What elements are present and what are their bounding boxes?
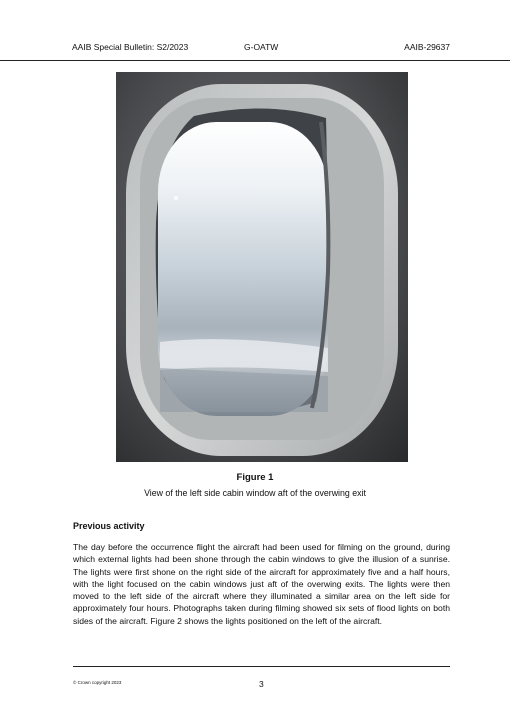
header-divider: [0, 60, 510, 61]
bulletin-title: AAIB Special Bulletin: S2/2023: [72, 42, 189, 52]
section-heading: Previous activity: [73, 521, 145, 531]
footer-divider: [73, 666, 450, 667]
figure-label: Figure 1: [236, 472, 274, 483]
page-header: [72, 42, 450, 54]
copyright-notice: © Crown copyright 2023: [73, 680, 122, 685]
figure-caption: View of the left side cabin window aft of the overwing exit: [144, 488, 366, 498]
body-paragraph: The day before the occurrence flight the aircraft had been used for filming on the ground, during which external lights had been shone through the cabin windows to give the illusion of a sunrise. The lights were first shone on the right side of the aircraft for approximately five and a half hours, with the light focused on the cabin windows just aft of the overwing exits. The lights were then moved to the left side of the aircraft where they illuminated a similar area on the left side for approximately four hours. Photographs taken during filming showed six sets of flood lights on both sides of the aircraft. Figure 2 shows the lights positioned on the left of the aircraft.: [73, 542, 450, 626]
page-number: 3: [259, 679, 264, 689]
report-reference: AAIB-29637: [404, 42, 450, 52]
cabin-window-photo: [116, 72, 408, 462]
aircraft-registration: G-OATW: [244, 42, 279, 52]
